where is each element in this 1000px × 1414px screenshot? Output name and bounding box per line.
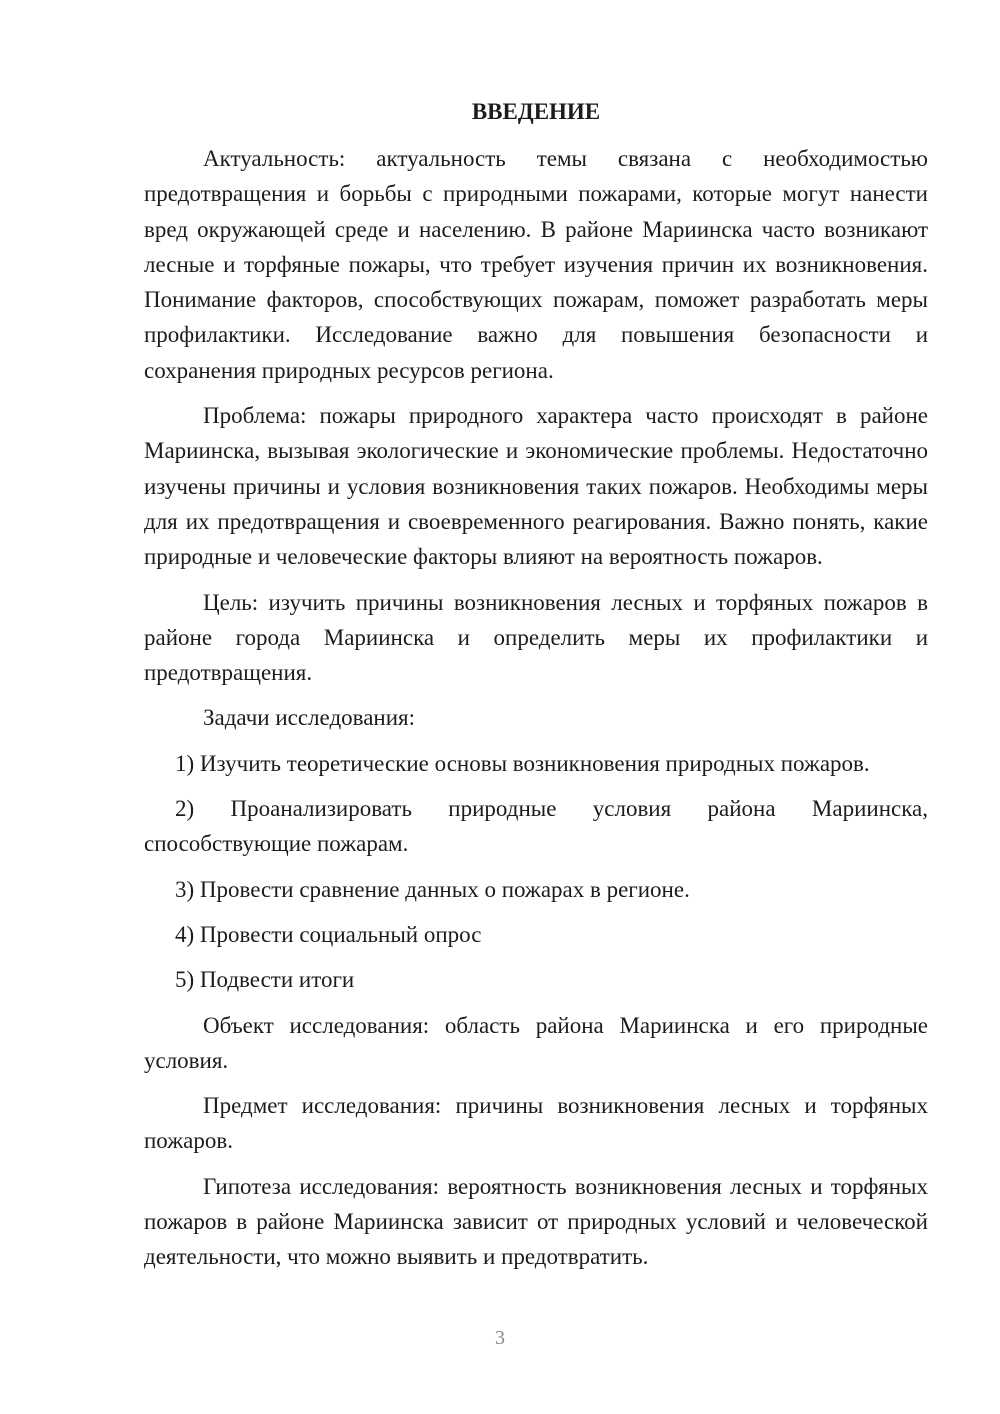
page-title: ВВЕДЕНИЕ (471, 99, 601, 124)
task-item: 2) Проанализировать природные условия района Мариинска, способствующие пожарам. (144, 796, 928, 857)
paragraph-problem: Проблема: пожары природного характера часто происходят в районе Мариинска, вызывая экологические и экономические проблемы. Недостаточно изучены причины и условия возникновения таких пожаров. Необходимы меры для их предотвращения и своевременного реагирования. Важно понять, какие природные и человеческие факторы влияют на вероятность пожаров. (144, 403, 928, 570)
paragraph-subject: Предмет исследования: причины возникновения лесных и торфяных пожаров. (144, 1093, 928, 1154)
task-item: 5) Подвести итоги (175, 967, 355, 993)
page-content (144, 94, 928, 1285)
task-item: 1) Изучить теоретические основы возникновения природных пожаров. (175, 750, 870, 776)
task-item: 3) Провести сравнение данных о пожарах в регионе. (175, 876, 690, 902)
paragraph-relevance: Актуальность: актуальность темы связана с необходимостью предотвращения и борьбы с природными пожарами, которые могут нанести вред окружающей среде и населению. В районе Мариинска часто возникают лесные и торфяные пожары, что требует изучения причин их возникновения. Понимание факторов, способствующих пожарам, поможет разработать меры профилактики. Исследование важно для повышения безопасности и сохранения природных ресурсов региона. (144, 146, 928, 383)
paragraph-hypothesis: Гипотеза исследования: вероятность возникновения лесных и торфяных пожаров в районе Мариинска зависит от природных условий и человеческой деятельности, что можно выявить и предотвратить. (144, 1173, 928, 1270)
paragraph-goal: Цель: изучить причины возникновения лесных и торфяных пожаров в районе города Мариинска и определить меры их профилактики и предотвращения. (144, 589, 928, 686)
paragraph-object: Объект исследования: область района Мариинска и его природные условия. (144, 1012, 928, 1073)
page-number: 3 (495, 1327, 505, 1349)
task-item: 4) Провести социальный опрос (175, 921, 482, 947)
tasks-heading: Задачи исследования: (203, 705, 416, 731)
